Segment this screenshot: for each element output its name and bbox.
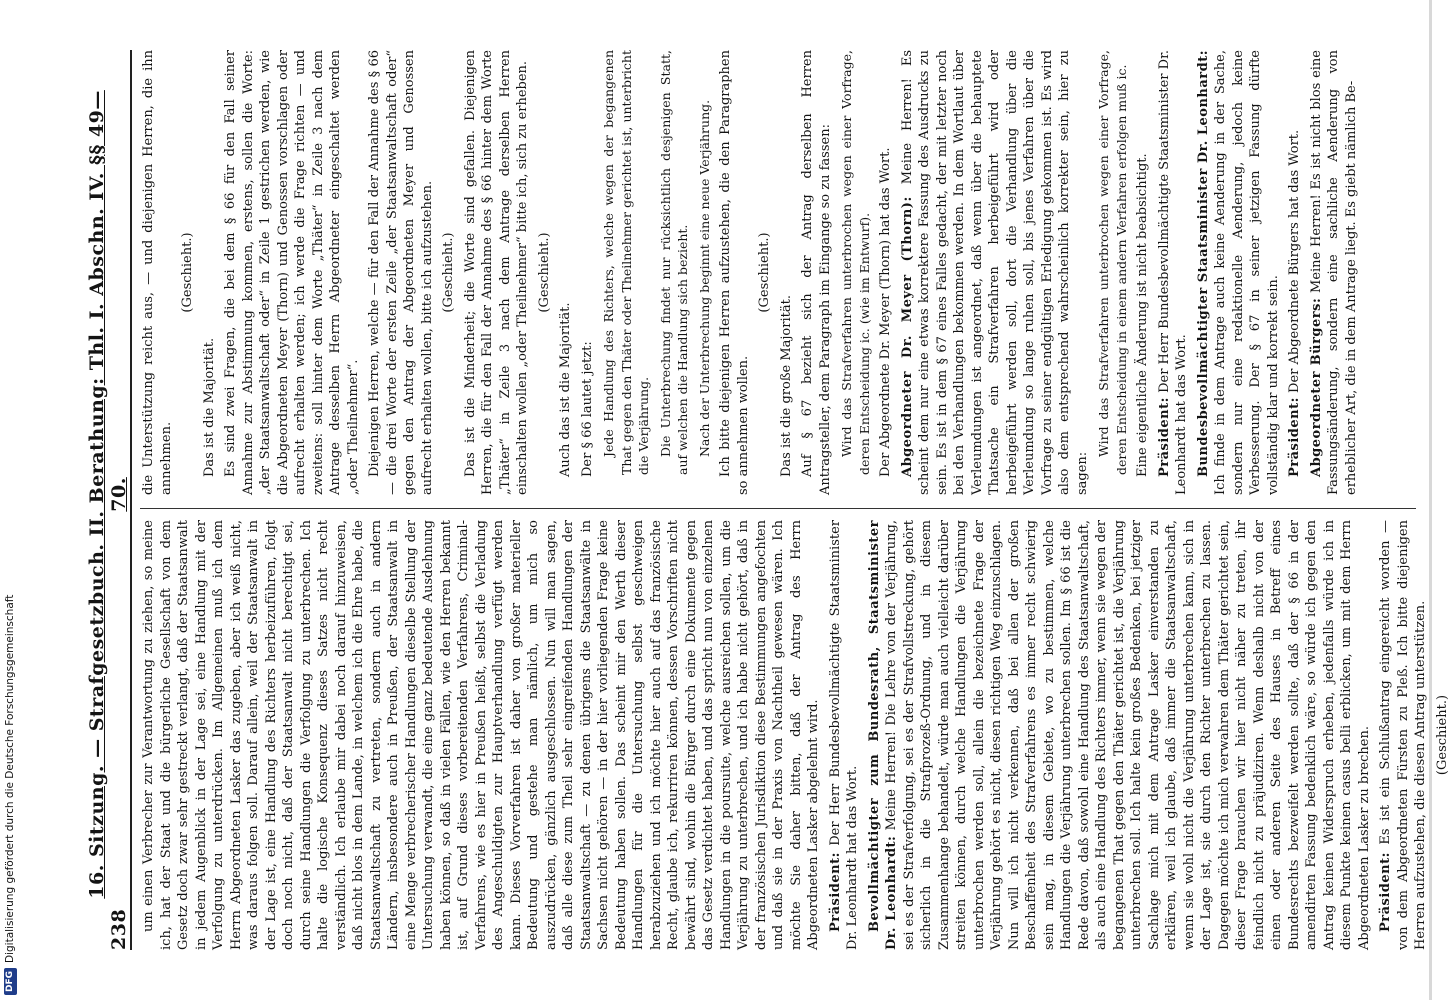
speech xyxy=(1156,50,1191,495)
paragraph: Eine eigentliche Änderung ist nicht beabsichtigt. xyxy=(1135,153,1150,477)
speech-text: Meine Herren! Die Lehre von der Verjährung, sei es der Strafverfolgung, sei es der Strafvollstreckung, gehört sicherlich in die Strafprozeß-Ordnung, und in diesem Zusammenhange behandelt, würde man auch vielleicht darüber streiten können, durch welche Handlungen die Verjährung unterbrochen werden soll, allein die bezeichnete Frage der Verjährung gehört es nicht, diesen richtigen Weg einzuschlagen. Nun will ich nicht verkennen, daß bei allen der großen Beschaffenheit des Strafverfahrens es immer recht schwierig sein mag, in diesem Gebiete, wo zu bestimmen, welche Handlungen die Verjährung unterbrechen sollen. Im § 66 ist die Rede davon, daß sowohl eine Handlung des Staatsanwaltschaft, als auch eine Handlung des Richters immer, wenn sie wegen der begangenen That gegen den Thäter gerichtet ist, die Verjährung unterbrechen soll. Ich halte kein großes Bedenken, bei jetziger Sachlage mich mit dem Antrage Lasker einverstanden zu erklären, weil ich glaube, daß immer die Staatsanwaltschaft, wenn sie wohl nicht die Verjährung unterbrechen kann, sich in der Lage ist, sie durch den Richter unterbrechen zu lassen. Dagegen möchte ich mich verwahren dem Thäter gerichtet sein, dieser Frage brauchen wir hier nicht näher zu treten, ihr feindlich nicht zu präjudiziren. Wenn deshalb nicht von der einen oder anderen Seite des Hauses in Betreff eines Bundesrechts bezweifelt werden sollte, daß der § 66 in der amendirten Fassung bedenklich wäre, so würde ich gegen den Antrag keinen Widerspruch erheben, jedenfalls würde ich in diesem Punkte keinen casus belli erblicken, um mit dem Herrn Abgeordneten Lasker zu brechen. xyxy=(884,520,1372,950)
quoted-text: Nach der Unterbrechung beginnt eine neue Verjährung. xyxy=(696,99,712,457)
paragraph: Das ist die Majorität. xyxy=(201,337,217,477)
speech xyxy=(1195,50,1283,495)
paragraph: die Unterstützung reicht aus, — und diejenigen Herren, die ihn annehmen. xyxy=(141,50,174,495)
page-header xyxy=(86,50,132,950)
paragraph: Auf § 67 bezieht sich der Antrag derselben Herren Antragsteller, dem Paragraph im Eingange so zu fassen: xyxy=(800,50,833,495)
speaker-name: Präsident: xyxy=(1156,397,1172,477)
speech-text: Der Herr Bundesbevollmächtigte Staatsminister Dr. Leonhardt hat das Wort. xyxy=(1156,50,1189,495)
quoted-text: Wird das Strafverfahren unterbrochen wegen einer Vorfrage, deren Entscheidung in einem andern Verfahren erfolgen muß ic. xyxy=(1096,50,1129,475)
stage-direction: (Geschieht.) xyxy=(180,232,195,313)
paragraph: um einen Verbrecher zur Verantwortung zu ziehen, so meine ich, hat der Staat und die bürgerliche Gesellschaft von dem Gesetz doch zwar sehr gestreckt verlangt, daß der Staatsanwalt in jedem Augenblick in der Lage sei, eine Handlung mit der Verfolgung zu unterdrücken. Im Allgemeinen muß ich dem Herrn Abgeordneten Lasker das zugeben, aber ich weiß nicht, was daraus folgen soll. Darauf allein, weil der Staatsanwalt in der Lage ist, eine Handlung des Richters herbeizuführen, folgt doch noch nicht, daß der Staatsanwalt nicht berechtigt sei, durch seine Handlungen die Verfolgung zu unterbrechen. Ich halte die logische Konsequenz dieses Satzes nicht recht verständlich. Ich erlaube mir dabei noch darauf hinzuweisen, daß nicht blos in dem Lande, in welchem ich die Ehre habe, die Staatsanwaltschaft zu vertreten, sondern auch in andern Ländern, insbesondere auch in Preußen, der Staatsanwalt in eine Menge verbrecherischer Handlungen dieselbe Stellung der Untersuchung verwandt, die eine ganz bedeutende Ausdehnung haben können, so daß in vielen Fällen, wie den Herren bekannt ist, auf Grund dieses vorbereitenden Verfahrens, Criminal-Verfahrens, wie es hier in Preußen heißt, selbst die Verladung des Angeschuldigten zur Hauptverhandlung verfügt werden kann. Dieses Vorverfahren ist daher von großer materieller Bedeutung und gestehe man nämlich, um mich so auszudrücken, gänzlich ausgeschlossen. Nun will man sagen, daß alle diese zum Theil sehr eingreifenden Handlungen der Staatsanwaltschaft — zu denen übrigens die Staatsanwälte in Sachsen nicht gehören — in der hier vorliegenden Frage keine Bedeutung haben sollen. Das scheint mir den Werth dieser Handlungen für die Untersuchung selbst geschweigen herabzuziehen und ich möchte hier auch auf das französische Recht, glaube ich, rekurriren können, dessen Vorschriften nicht bewährt sind, wohin die Bürger durch eine Dokumente gegen das Gesetz verdichtet haben, und das spricht nun von einzelnen Handlungen in die poursuite, welche ausreichen sollen, um die Verjährung zu unterbrechen, und ich habe nicht gehört, daß in der französischen Jurisdiktion diese Bestimmungen angefochten und daß sie in der Praxis von Nachtheil gewesen wären. Ich möchte Sie daher bitten, daß der Antrag des Herrn Abgeordneten Lasker abgelehnt wird. xyxy=(141,520,821,950)
speech xyxy=(1286,50,1304,495)
paragraph: Der Abgeordnete Dr. Meyer (Thorn) hat das Wort. xyxy=(878,147,893,477)
paragraph: Das ist die große Majorität. xyxy=(778,295,794,477)
paragraph: Diejenigen Herren, welche — für den Fall der Annahme des § 66 — die drei Worte der ersten Zeile „der Staatsanwaltschaft oder“ gegen den Antrag der Abgeordneten Meyer und Genossen aufrecht erhalten wollen, bitte ich aufzustehen. xyxy=(367,50,435,495)
stage-direction: (Geschieht.) xyxy=(536,232,552,313)
speech xyxy=(866,520,1374,950)
speech-text: Ich finde in dem Antrage auch keine Aenderung in der Sache, sondern nur eine redaktionelle Aenderung, jedoch keine Verbesserung. Der § 67 in seiner jetzigen Fassung dürfte vollständig klar und korrekt sein. xyxy=(1213,50,1281,495)
speech xyxy=(1377,520,1430,950)
speaker-name: Abgeordneter Dr. Meyer (Thorn): xyxy=(899,196,915,477)
speech-text: Der Herr Bundesbevollmächtigte Staatsminister Dr. Leonhardt hat das Wort. xyxy=(827,520,860,950)
speech-text: Meine Herren! Es scheint dem nur eine etwas korrektere Fassung des Ausdrucks zu sein. Es ist in dem § 67 eines Falles gedacht, der mit letzter noch bei den Verhandlungen bekommen werden. In dem Wortlaut über Verleumdungen ist angeordnet, daß wenn über die behauptete Thatsache ein Strafverfahren herbeigeführt wird oder herbeigeführt werden soll, dort die Verhandlung über die Verleumdung so lange ruhen soll, bis jenes Verfahren über die Vorfrage zu seiner endgültigen Erledigung gekommen ist. Es wird also dem entsprechend wahrscheinlich korrekter sein, hier zu sagen: xyxy=(899,50,1090,495)
speech xyxy=(827,520,862,950)
dfg-logo-icon: DFG xyxy=(4,968,17,995)
speaker-name: Präsident: xyxy=(1287,397,1302,477)
speech-text: Der Abgeordnete Bürgers hat das Wort. xyxy=(1287,129,1302,393)
footer-credit xyxy=(2,594,18,995)
page-content xyxy=(86,30,1450,970)
paragraph: Das ist die Minderheit; die Worte sind gefallen. Diejenigen Herren, die für den Fall der Annahme des § 66 hinter dem Worte „Thäter“ in Zeile 3 nach dem Antrage derselben Herren einschalten wollen „oder Theilnehmer“ bitte ich, sich zu erheben. xyxy=(462,50,530,495)
speaker-name: Präsident: xyxy=(827,852,843,932)
paragraph: Es sind zwei Fragen, die bei dem § 66 für den Fall seiner Annahme zur Abstimmung kommen, erstens, sollen die Worte: „der Staatsanwaltschaft oder“ in Zeile 1 gestrichen werden, wie die Abgeordneten Meyer (Thorn) und Genossen vorschlagen oder aufrecht erhalten werden; ich werde die Frage richten — und zweitens: soll hinter dem Worte „Thäter“ in Zeile 3 nach dem Antrage desselben Herrn Abgeordneter eingeschaltet werden „oder Theilnehmer“. xyxy=(223,50,361,495)
stage-direction: (Geschieht.) xyxy=(1434,694,1450,776)
column-divider xyxy=(140,508,1416,509)
speaker-name: Präsident: xyxy=(1378,852,1393,932)
stage-direction: (Geschieht.) xyxy=(757,232,772,313)
right-column xyxy=(140,50,1421,495)
paragraph: Ich bitte diejenigen Herren aufzustehen, die den Paragraphen so annehmen wollen. xyxy=(718,50,751,495)
speaker-name: Bundesbevollmächtigter Staatsminister Dr. Leonhardt: xyxy=(1195,49,1211,477)
running-title: 16. Sitzung. — Strafgesetzbuch. II. Berathung: Thl. I. Abschn. IV. §§ 49—70. xyxy=(86,90,130,899)
speech xyxy=(899,50,1092,495)
quoted-text: Wird das Strafverfahren unterbrochen wegen einer Vorfrage, deren Entscheidung ic. (wie im Entwurf). xyxy=(839,50,872,475)
page-number: 238 xyxy=(108,908,130,950)
footer-credit-text: Digitalisierung gefördert durch die Deutsche Forschungsgemeinschaft xyxy=(4,594,16,963)
paragraph: Auch das ist die Majorität. xyxy=(558,302,573,477)
quoted-text: Die Unterbrechung findet nur rücksichtlich desjenigen Statt, auf welchen die Handlung sich bezieht. xyxy=(657,50,690,475)
speaker-name: Abgeordneter Bürgers: xyxy=(1308,297,1324,477)
speech-text: Meine Herren! Es ist nicht blos eine Fassungsänderung, sondern eine sachliche Aenderung von erheblicher Art, die in dem Antrage liegt. Es giebt nämlich Be- xyxy=(1308,50,1359,495)
speaker-name: Bevollmächtigter zum Bundesrath, Staatsminister Dr. Leonhardt: xyxy=(866,520,899,950)
speech xyxy=(1308,50,1361,495)
paragraph: Der § 66 lautet jetzt: xyxy=(579,341,595,477)
scanned-page xyxy=(86,30,1450,970)
stage-direction: (Geschieht.) xyxy=(441,232,456,313)
left-column xyxy=(140,520,1450,950)
quoted-text: Jede Handlung des Richters, welche wegen der begangenen That gegen den Thäter oder Theilnehmer gerichtet ist, unterbricht die Verjährung. xyxy=(601,50,651,475)
speech-text: Es ist ein Schlußantrag eingereicht worden — von dem Abgeordneten Fürsten zu Pleß. Ich bitte diejenigen Herren aufzustehen, die diesen Antrag unterstützen. xyxy=(1378,520,1428,950)
